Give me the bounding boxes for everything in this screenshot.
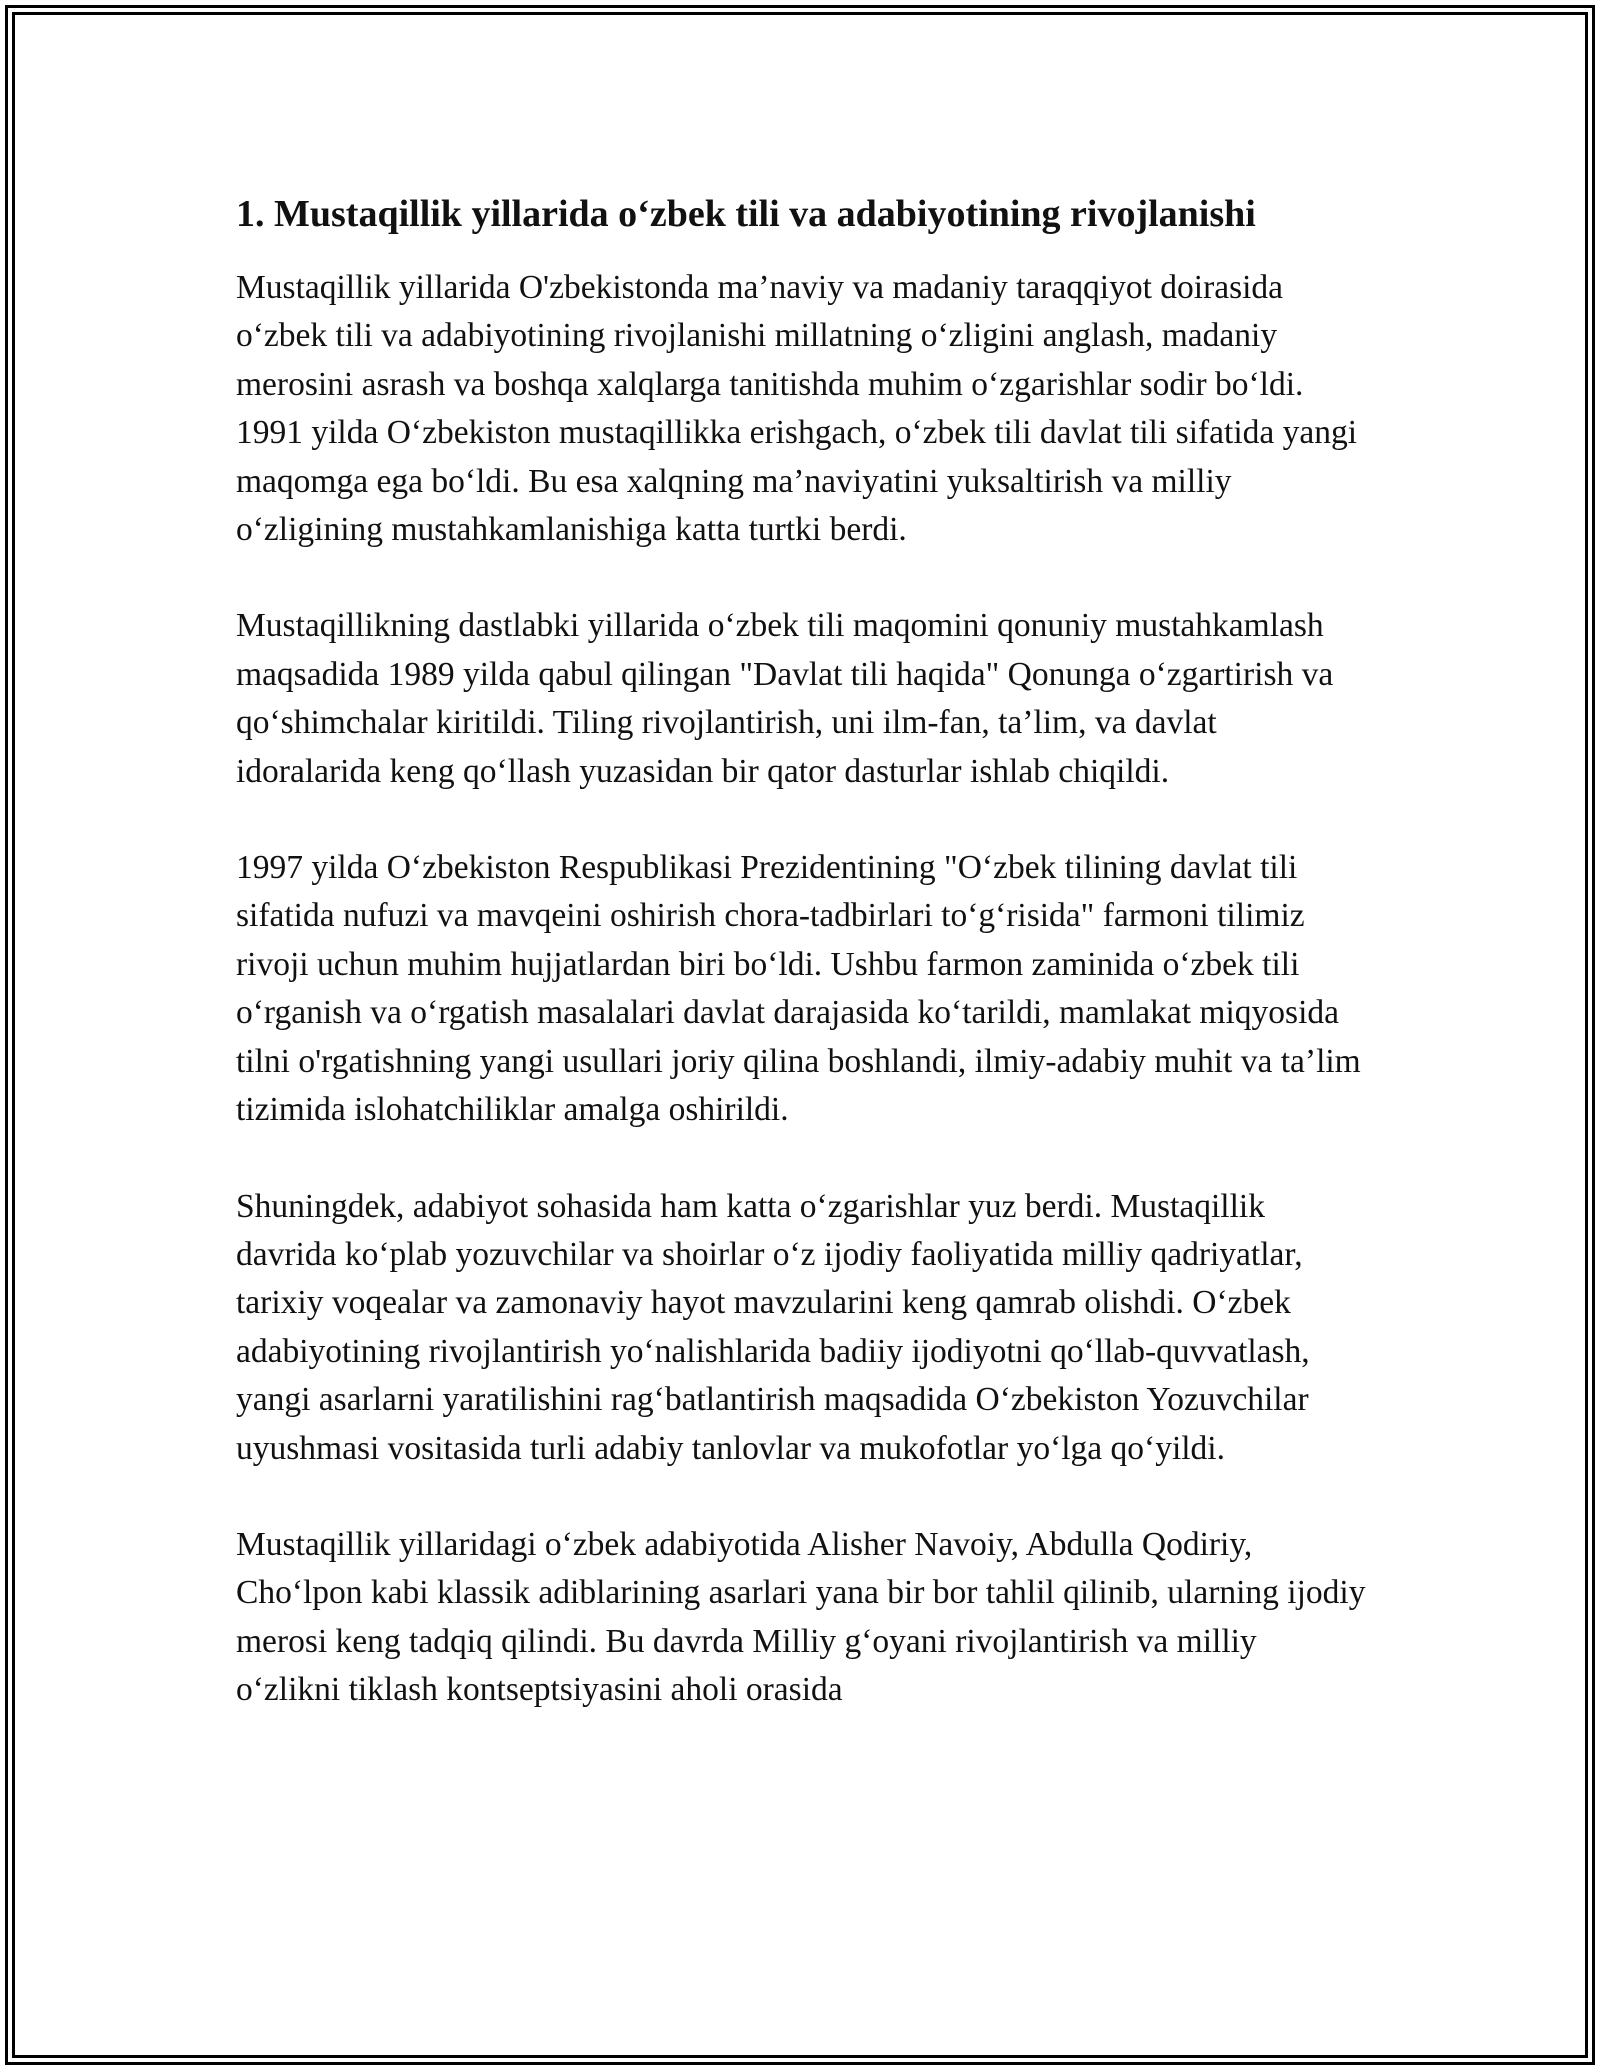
paragraph-1: Mustaqillik yillarida O'zbekistonda ma’naviy va madaniy taraqqiyot doirasida o‘zbek tili va adabiyotining rivojlanishi millatning o‘zligini anglash, madaniy merosini asrash va boshqa xalqlarga tanitishda muhim o‘zgarishlar sodir bo‘ldi. 1991 yilda O‘zbekiston mustaqillikka erishgach, o‘zbek tili davlat tili sifatida yangi maqomga ega bo‘ldi. Bu esa xalqning ma’naviyatini yuksaltirish va milliy o‘zligining mustahkamlanishiga katta turtki berdi.: [236, 269, 1358, 549]
paragraph-3: 1997 yilda O‘zbekiston Respublikasi Prezidentining "O‘zbek tilining davlat tili sifatida nufuzi va mavqeini oshirish chora-tadbirlari to‘g‘risida" farmoni tilimiz rivoji uchun muhim hujjatlardan biri bo‘ldi. Ushbu farmon zaminida o‘zbek tili o‘rganish va o‘rgatish masalalari davlat darajasida ko‘tarildi, mamlakat miqyosida tilni o'rgatishning yangi usullari joriy qilina boshlandi, ilmiy-adabiy muhit va ta’lim tizimida islohatchiliklar amalga oshirildi.: [236, 849, 1361, 1129]
paragraph-2: Mustaqillikning dastlabki yillarida o‘zbek tili maqomini qonuniy mustahkamlash maqsadida 1989 yilda qabul qilingan "Davlat tili haqida" Qonunga o‘zgartirish va qo‘shimchalar kiritildi. Tiling rivojlantirish, uni ilm-fan, ta’lim, va davlat idoralarida keng qo‘llash yuzasidan bir qator dasturlar ishlab chiqildi.: [236, 607, 1334, 790]
document-body: [236, 186, 1366, 1763]
section-heading: 1. Mustaqillik yillarida o‘zbek tili va adabiyotining rivojlanishi: [236, 193, 1256, 235]
paragraph-4: Shuningdek, adabiyot sohasida ham katta o‘zgarishlar yuz berdi. Mustaqillik davrida ko‘plab yozuvchilar va shoirlar o‘z ijodiy faoliyatida milliy qadriyatlar, tarixiy voqealar va zamonaviy hayot mavzularini keng qamrab olishdi. O‘zbek adabiyotining rivojlantirish yo‘nalishlarida badiiy ijodiyotni qo‘llab-quvvatlash, yangi asarlarni yaratilishini rag‘batlantirish maqsadida O‘zbekiston Yozuvchilar uyushmasi vositasida turli adabiy tanlovlar va mukofotlar yo‘lga qo‘yildi.: [236, 1187, 1310, 1467]
paragraph-5: Mustaqillik yillaridagi o‘zbek adabiyotida Alisher Navoiy, Abdulla Qodiriy, Cho‘lpon kabi klassik adiblarining asarlari yana bir bor tahlil qilinib, ularning ijodiy merosi keng tadqiq qilindi. Bu davrda Milliy g‘oyani rivojlantirish va milliy o‘zlikni tiklash kontseptsiyasini aholi orasida: [236, 1525, 1366, 1709]
